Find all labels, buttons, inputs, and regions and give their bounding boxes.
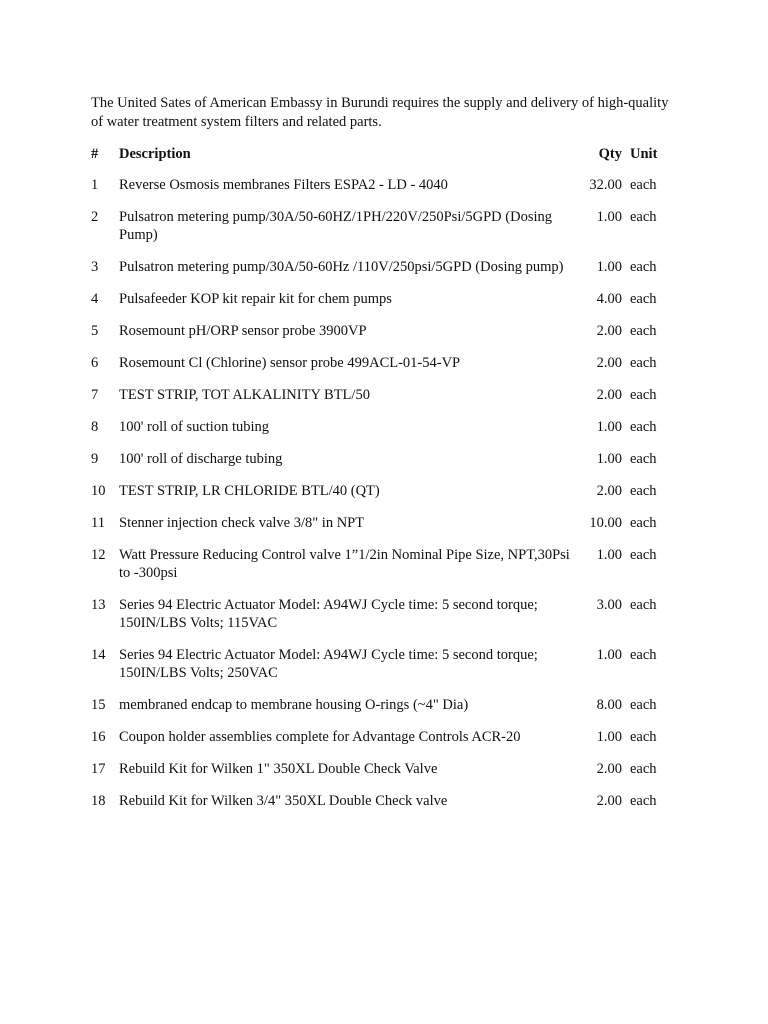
row-unit: each [630, 761, 657, 777]
row-qty: 2.00 [596, 323, 622, 339]
row-number: 5 [91, 323, 99, 339]
row-description: Rosemount pH/ORP sensor probe 3900VP [119, 323, 367, 339]
row-qty: 2.00 [596, 793, 622, 809]
row-unit: each [630, 483, 657, 499]
row-unit: each [630, 209, 657, 225]
row-number: 6 [91, 355, 99, 371]
row-number: 13 [91, 597, 106, 613]
items-table-body [88, 176, 668, 824]
row-description: Rebuild Kit for Wilken 1" 350XL Double Check Valve [119, 761, 438, 777]
table-row [88, 792, 668, 824]
row-unit: each [630, 515, 657, 531]
row-description: 100' roll of discharge tubing [119, 451, 283, 467]
row-qty: 10.00 [589, 515, 622, 531]
row-qty: 1.00 [596, 209, 622, 225]
table-row [88, 728, 668, 760]
row-number: 2 [91, 209, 99, 225]
table-row [88, 514, 668, 546]
row-description: TEST STRIP, TOT ALKALINITY BTL/50 [119, 387, 370, 403]
row-number: 15 [91, 697, 106, 713]
row-description: Pulsatron metering pump/30A/50-60HZ/1PH/220V/250Psi/5GPD (Dosing Pump) [119, 209, 552, 243]
table-row [88, 596, 668, 646]
row-unit: each [630, 323, 657, 339]
row-description: Series 94 Electric Actuator Model: A94WJ Cycle time: 5 second torque; 150IN/LBS Volts; 115VAC [119, 597, 538, 631]
table-row [88, 386, 668, 418]
table-row [88, 290, 668, 322]
row-unit: each [630, 387, 657, 403]
row-unit: each [630, 729, 657, 745]
table-row [88, 208, 668, 258]
row-description: Rebuild Kit for Wilken 3/4" 350XL Double Check valve [119, 793, 448, 809]
header-qty: Qty [598, 146, 622, 162]
row-number: 1 [91, 177, 99, 193]
row-unit: each [630, 647, 657, 663]
table-row [88, 482, 668, 514]
row-qty: 3.00 [596, 597, 622, 613]
row-number: 11 [91, 515, 105, 531]
row-qty: 1.00 [596, 451, 622, 467]
row-unit: each [630, 355, 657, 371]
row-qty: 1.00 [596, 729, 622, 745]
row-qty: 32.00 [589, 177, 622, 193]
row-unit: each [630, 177, 657, 193]
row-description: TEST STRIP, LR CHLORIDE BTL/40 (QT) [119, 483, 380, 499]
header-description: Description [119, 146, 191, 162]
row-unit: each [630, 793, 657, 809]
intro-paragraph: The United Sates of American Embassy in Burundi requires the supply and delivery of high-quality of water treatment system filters and related parts. [91, 95, 669, 130]
row-number: 10 [91, 483, 106, 499]
row-number: 18 [91, 793, 106, 809]
header-row [88, 145, 668, 176]
row-description: Pulsatron metering pump/30A/50-60Hz /110V/250psi/5GPD (Dosing pump) [119, 259, 564, 275]
table-row [88, 418, 668, 450]
row-description: membraned endcap to membrane housing O-rings (~4" Dia) [119, 697, 469, 713]
header-unit: Unit [630, 146, 658, 162]
row-qty: 8.00 [596, 697, 622, 713]
row-qty: 1.00 [596, 259, 622, 275]
row-number: 7 [91, 387, 99, 403]
row-number: 4 [91, 291, 99, 307]
row-qty: 1.00 [596, 419, 622, 435]
table-row [88, 322, 668, 354]
row-qty: 2.00 [596, 483, 622, 499]
table-row [88, 696, 668, 728]
row-number: 9 [91, 451, 99, 467]
row-description: Series 94 Electric Actuator Model: A94WJ Cycle time: 5 second torque; 150IN/LBS Volts; 250VAC [119, 647, 538, 681]
header-number: # [91, 146, 99, 162]
row-number: 14 [91, 647, 106, 663]
table-row [88, 354, 668, 386]
items-table-header [88, 145, 668, 176]
items-table [88, 145, 668, 824]
row-unit: each [630, 419, 657, 435]
table-row [88, 450, 668, 482]
row-number: 12 [91, 547, 106, 563]
row-qty: 2.00 [596, 355, 622, 371]
row-unit: each [630, 547, 657, 563]
row-description: Reverse Osmosis membranes Filters ESPA2 - LD - 4040 [119, 177, 448, 193]
table-row [88, 258, 668, 290]
row-description: Rosemount Cl (Chlorine) sensor probe 499ACL-01-54-VP [119, 355, 461, 371]
row-description: 100' roll of suction tubing [119, 419, 270, 435]
row-qty: 2.00 [596, 761, 622, 777]
row-unit: each [630, 451, 657, 467]
row-qty: 2.00 [596, 387, 622, 403]
row-number: 17 [91, 761, 106, 777]
row-number: 8 [91, 419, 99, 435]
row-number: 3 [91, 259, 99, 275]
row-description: Stenner injection check valve 3/8" in NPT [119, 515, 365, 531]
row-description: Pulsafeeder KOP kit repair kit for chem pumps [119, 291, 392, 307]
row-number: 16 [91, 729, 106, 745]
row-description: Watt Pressure Reducing Control valve 1”1/2in Nominal Pipe Size, NPT,30Psi to -300psi [119, 547, 570, 581]
table-row [88, 546, 668, 596]
row-qty: 1.00 [596, 547, 622, 563]
row-qty: 4.00 [596, 291, 622, 307]
table-row [88, 646, 668, 696]
row-qty: 1.00 [596, 647, 622, 663]
table-row [88, 176, 668, 208]
row-unit: each [630, 597, 657, 613]
row-unit: each [630, 697, 657, 713]
row-unit: each [630, 291, 657, 307]
table-row [88, 760, 668, 792]
row-description: Coupon holder assemblies complete for Advantage Controls ACR-20 [119, 729, 521, 745]
row-unit: each [630, 259, 657, 275]
